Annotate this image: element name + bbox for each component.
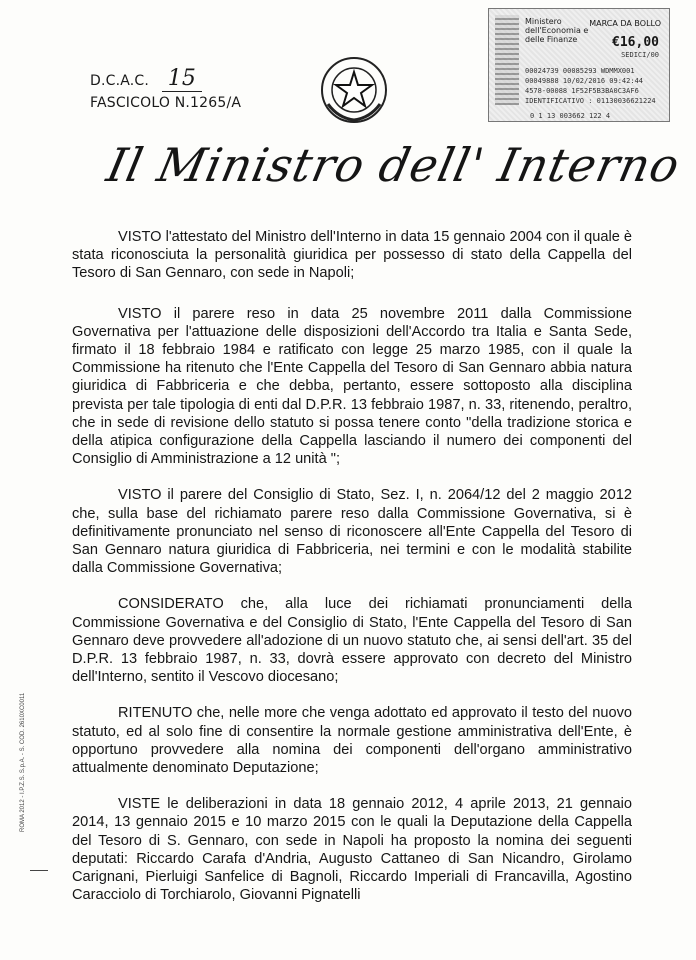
stamp-kind: MARCA DA BOLLO [589, 19, 661, 28]
dcac-number: 15 [162, 66, 202, 92]
paragraph: VISTE le deliberazioni in data 18 gennaio 2012, 4 aprile 2013, 21 gennaio 2014, 13 gennaio 2015 e 10 marzo 2015 con le quali la Deputazione della Cappella del Tesoro di S. Gennaro, con sede in Napoli ha proposto la nomina dei seguenti deputati: Riccardo Carafa d'Andria, Augusto Cattaneo di San Nicandro, Girolamo Carignani, Pierluigi Sanfelice di Bagnoli, Riccardo Imperiali di Francavilla, Agostino Caracciolo di Torchiarolo, Giovanni Pignatelli [72, 796, 632, 904]
stamp-seal-icon [495, 15, 519, 105]
paragraph: CONSIDERATO che, alla luce dei richiamati pronunciamenti della Commissione Governativa e del Consiglio di Stato, l'Ente Cappella del Tesoro di San Gennaro deve provvedere all'adozione di un nuovo statuto che, ai sensi dell'art. 35 del D.P.R. 13 febbraio 1987, n. 33, dovrà essere approvato con decreto del Ministro dell'Interno, sentito il Vescovo diocesano; [72, 596, 632, 686]
document-title: Il Ministro dell' Interno [102, 138, 685, 192]
margin-print-text: ROMA 2012 - I.P.Z.S. S.p.A. - S. COD. 2610XC0011 [20, 692, 26, 832]
header-codes [90, 68, 241, 114]
stamp-subtitle: SEDICI/00 [621, 51, 659, 59]
document-body [72, 228, 632, 923]
stamp-value: €16,00 [612, 35, 659, 50]
revenue-stamp [488, 8, 670, 122]
margin-print-note [20, 672, 34, 832]
margin-tick [30, 870, 48, 871]
stamp-line: IDENTIFICATIVO : 01130036621224 [525, 97, 656, 105]
stamp-line: 00049888 10/02/2016 09:42:44 [525, 77, 644, 85]
dcac-line [90, 68, 241, 92]
dcac-label: D.C.A.C. [90, 73, 150, 89]
republic-emblem-icon [318, 54, 390, 126]
paragraph: RITENUTO che, nelle more che venga adottato ed approvato il testo del nuovo statuto, ed al solo fine di consentire la normale gestione amministrativa dell'Ente, è opportuno provvedere alla nomina dei componenti dell'organo amministrativo attualmente denominato Deputazione; [72, 705, 632, 777]
stamp-barcode-number: 0 1 13 003662 122 4 [530, 112, 611, 120]
paragraph: VISTO il parere del Consiglio di Stato, Sez. I, n. 2064/12 del 2 maggio 2012 che, sulla base del richiamato parere reso dalla Commissione Governativa, si è definitivamente pronunciato nel senso di riconoscere all'Ente Cappella del Tesoro di San Gennaro natura giuridica di Fabbriceria, nei termini e con le modalità stabilite dalla Commissione Governativa; [72, 487, 632, 577]
stamp-line: 00024739 00085293 WDMMX001 [525, 67, 635, 75]
paragraph: VISTO il parere reso in data 25 novembre 2011 dalla Commissione Governativa per l'attuazione delle disposizioni dell'Accordo tra Italia e Santa Sede, firmato il 18 febbraio 1984 e ratificato con legge 25 marzo 1985, con il quale la Commissione ha ritenuto che l'Ente Cappella del Tesoro di San Gennaro abbia natura giuridica di Fabbriceria e che debba, pertanto, essere sottoposto alla disciplina prevista per tale tipologia di enti dal D.P.R. 13 febbraio 1987, n. 33, ritenendo, peraltro, che in sede di revisione dello statuto si possa tenere conto "della tradizione storica e della atipica configurazione della Cappella lasciando il numero dei componenti del Consiglio di Amministrazione a 12 unità "; [72, 305, 632, 468]
paragraph: VISTO l'attestato del Ministro dell'Interno in data 15 gennaio 2004 con il quale è stata riconosciuta la personalità giuridica per possesso di stato della Cappella del Tesoro di San Gennaro, con sede in Napoli; [72, 229, 632, 282]
stamp-issuer: Ministero dell'Economia e delle Finanze [525, 17, 589, 44]
fascicolo-line: FASCICOLO N.1265/A [90, 95, 242, 111]
stamp-line: 4578-00088 1F52F5B3BA0C3AF6 [525, 87, 639, 95]
